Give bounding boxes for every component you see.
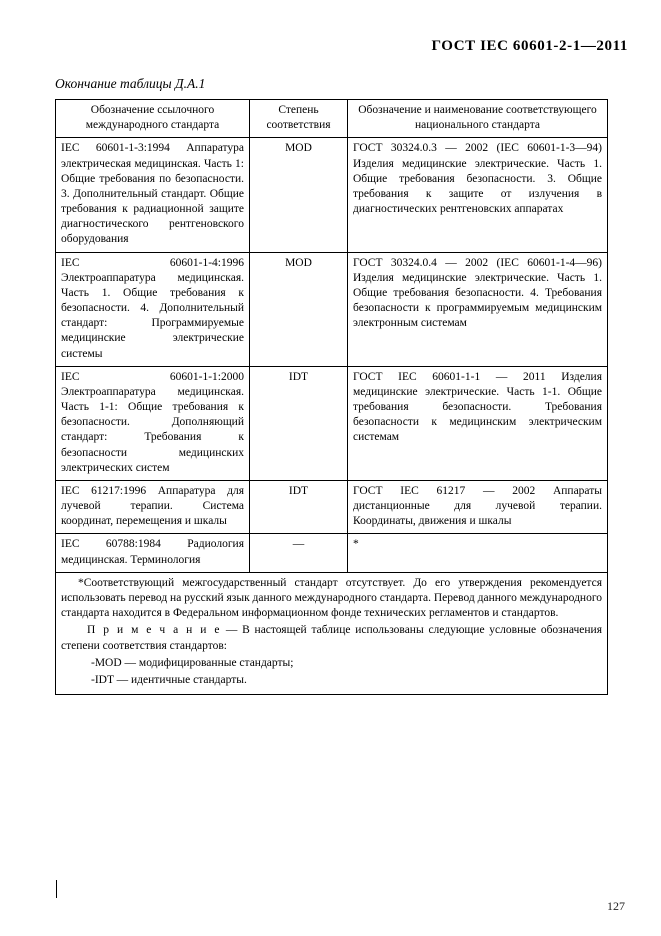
note-item: -IDT — идентичные стандарты.	[91, 673, 247, 686]
note-text: — В настоящей таблице использованы следующие условные обозначения степени соответствия стандартов:	[61, 624, 602, 652]
table-header-row	[56, 100, 608, 138]
table-head	[56, 100, 608, 138]
note-item: -MOD — модифицированные стандарты;	[91, 656, 294, 669]
page-edge-mark	[56, 880, 57, 898]
cell-degree: MOD	[250, 138, 348, 252]
table-body	[56, 138, 608, 695]
cell-reference: IEC 60601-1-1:2000 Электроаппаратура медицинская. Часть 1-1: Общие требования к безопасности. Дополняющий стандарт: Требования к безопасности медицинских электрических систем	[56, 366, 250, 480]
table-row	[56, 138, 608, 252]
table-note-paragraph	[61, 623, 602, 653]
cell-degree: —	[250, 534, 348, 572]
cell-reference: IEC 60601-1-4:1996 Электроаппаратура медицинская. Часть 1. Общие требования к безопасности. 4. Дополнительный стандарт: Программируемые медицинские электрические системы	[56, 252, 250, 366]
cell-reference: IEC 60788:1984 Радиология медицинская. Терминология	[56, 534, 250, 572]
cell-reference: IEC 60601-1-3:1994 Аппаратура электрическая медицинская. Часть 1: Общие требования по безопасности. 3. Дополнительный стандарт. Общие требования к радиационной защите диагностического рентгеновского оборудования	[56, 138, 250, 252]
table-row	[56, 252, 608, 366]
cell-degree: MOD	[250, 252, 348, 366]
cell-national: ГОСТ IEC 60601-1-1 — 2011 Изделия медицинские электрические. Часть 1-1. Общие требования безопасности. Требования безопасности к медицинским электрическим системам	[348, 366, 608, 480]
table-row	[56, 534, 608, 572]
table-caption: Окончание таблицы Д.А.1	[55, 76, 206, 91]
cell-degree: IDT	[250, 480, 348, 534]
table-notes	[56, 572, 608, 694]
column-header-reference: Обозначение ссылочного международного стандарта	[56, 100, 250, 138]
column-header-degree: Степень соответствия	[250, 100, 348, 138]
cell-national: ГОСТ 30324.0.4 — 2002 (IEC 60601-1-4—96) Изделия медицинские электрические. Часть 1. Общие требования безопасности. 4. Требования безопасности к программируемым медицинским электронным системам	[348, 252, 608, 366]
cell-national: ГОСТ 30324.0.3 — 2002 (IEC 60601-1-3—94) Изделия медицинские электрические. Часть 1. Общие требования безопасности. 3. Общие требования к защите от излучения в диагностических рентгеновских аппаратах	[348, 138, 608, 252]
table-row	[56, 366, 608, 480]
column-header-national: Обозначение и наименование соответствующего национального стандарта	[348, 100, 608, 138]
cell-national: *	[348, 534, 608, 572]
page-header-standard-ref: ГОСТ IEC 60601-2-1—2011	[431, 38, 628, 54]
cell-reference: IEC 61217:1996 Аппаратура для лучевой терапии. Система координат, перемещения и шкалы	[56, 480, 250, 534]
page-number: 127	[607, 899, 625, 913]
reference-standards-table	[55, 99, 608, 695]
table-notes-row	[56, 572, 608, 694]
cell-national: ГОСТ IEC 61217 — 2002 Аппараты дистанционные для лучевой терапии. Координаты, движения и шкалы	[348, 480, 608, 534]
table-row	[56, 480, 608, 534]
cell-degree: IDT	[250, 366, 348, 480]
table-footnote: *Соответствующий межгосударственный стандарт отсутствует. До его утверждения рекомендуется использовать перевод на русский язык данного международного стандарта. Перевод данного международного стандарта находится в Федеральном информационном фонде технических регламентов и стандартов.	[61, 576, 602, 620]
note-label: П р и м е ч а н и е	[87, 624, 222, 637]
